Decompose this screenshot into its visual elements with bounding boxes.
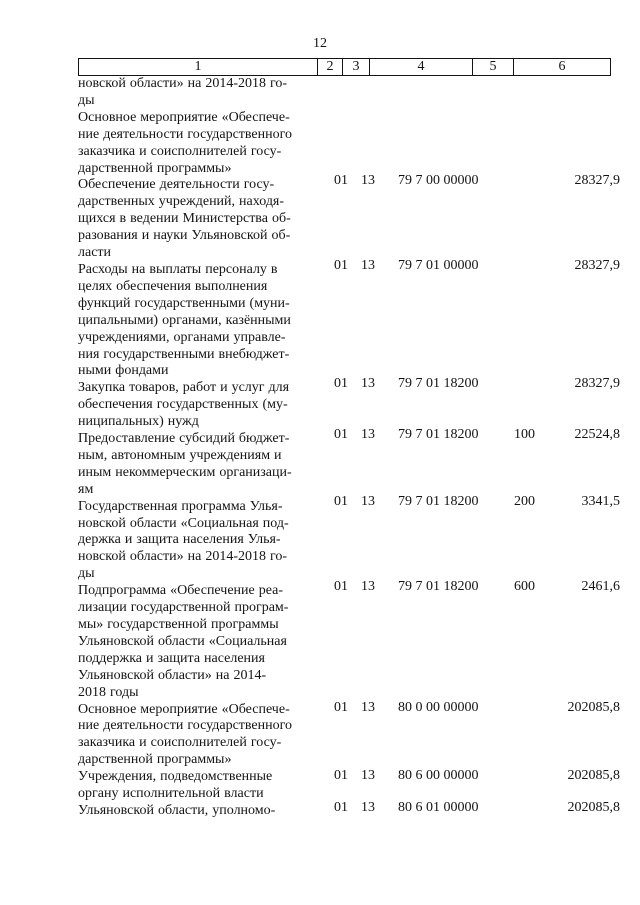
description-line: ласти (78, 245, 112, 261)
row-description (78, 177, 318, 262)
page-number: 12 (313, 36, 327, 51)
description-line: ды (78, 92, 95, 108)
subsection-code: 13 (361, 376, 375, 391)
subsection-code: 13 (361, 768, 375, 783)
section-code: 01 (334, 258, 348, 273)
description-line: целях обеспечения выполнения (78, 278, 268, 294)
expense-type-code: 600 (514, 579, 535, 594)
section-code: 01 (334, 700, 348, 715)
row-description (78, 76, 318, 110)
table-row (78, 583, 608, 701)
table-row (78, 177, 608, 262)
description-line: ние деятельности государственного (78, 126, 293, 142)
row-description (78, 583, 318, 701)
amount: 202085,8 (567, 700, 620, 715)
description-line: разования и науки Ульяновской об- (78, 228, 291, 244)
description-line: новской области «Социальная под- (78, 515, 289, 531)
subsection-code: 13 (361, 258, 375, 273)
table-row (78, 262, 608, 380)
description-line: Основное мероприятие «Обеспече- (78, 701, 290, 717)
description-line: Предоставление субсидий бюджет- (78, 431, 290, 447)
description-line: ципальными) органами, казёнными (78, 312, 291, 328)
amount: 22524,8 (574, 427, 620, 442)
row-description (78, 110, 318, 178)
target-article-code: 80 6 01 00000 (398, 800, 479, 815)
description-line: Учреждения, подведомственные (78, 769, 273, 785)
description-line: функций государственными (муни- (78, 295, 290, 311)
subsection-code: 13 (361, 579, 375, 594)
amount: 3341,5 (581, 494, 620, 509)
target-article-code: 79 7 00 00000 (398, 173, 479, 188)
column-header-row (78, 58, 611, 76)
table-row (78, 380, 608, 431)
description-line: заказчика и соисполнителей госу- (78, 143, 282, 159)
row-description (78, 702, 318, 770)
description-line: Ульяновской области» на 2014- (78, 667, 267, 683)
section-code: 01 (334, 768, 348, 783)
section-code: 01 (334, 579, 348, 594)
description-line: лизации государственной програм- (78, 600, 289, 616)
section-code: 01 (334, 376, 348, 391)
table-row (78, 431, 608, 499)
column-header-2: 2 (318, 59, 343, 76)
description-line: ния государственными внебюджет- (78, 346, 290, 362)
description-line: новской области» на 2014-2018 го- (78, 549, 288, 565)
row-description (78, 431, 318, 499)
section-code: 01 (334, 800, 348, 815)
budget-table-body (78, 76, 608, 820)
column-header-3: 3 (343, 59, 370, 76)
description-line: Расходы на выплаты персоналу в (78, 261, 278, 277)
target-article-code: 79 7 01 18200 (398, 376, 479, 391)
description-line: Обеспечение деятельности госу- (78, 177, 275, 193)
target-article-code: 80 6 00 00000 (398, 768, 479, 783)
description-line: ным, автономным учреждениям и (78, 447, 282, 463)
expense-type-code: 100 (514, 427, 535, 442)
column-header-5: 5 (473, 59, 514, 76)
expense-type-code: 200 (514, 494, 535, 509)
table-row (78, 76, 608, 110)
amount: 28327,9 (574, 376, 620, 391)
description-line: Ульяновской области, уполномо- (78, 802, 276, 818)
subsection-code: 13 (361, 700, 375, 715)
target-article-code: 79 7 01 00000 (398, 258, 479, 273)
description-line: дарственной программы» (78, 752, 232, 768)
section-code: 01 (334, 173, 348, 188)
subsection-code: 13 (361, 800, 375, 815)
amount: 202085,8 (567, 800, 620, 815)
description-line: 2018 годы (78, 684, 139, 700)
description-line: Ульяновской области «Социальная (78, 633, 287, 649)
description-line: дарственных учреждений, находя- (78, 194, 285, 210)
amount: 28327,9 (574, 173, 620, 188)
amount: 202085,8 (567, 768, 620, 783)
target-article-code: 79 7 01 18200 (398, 494, 479, 509)
amount: 28327,9 (574, 258, 620, 273)
description-line: ниципальных) нужд (78, 414, 199, 430)
description-line: ды (78, 566, 95, 582)
row-description (78, 499, 318, 584)
description-line: поддержка и защита населения (78, 650, 265, 666)
description-line: обеспечения государственных (му- (78, 397, 288, 413)
row-description (78, 380, 318, 431)
column-header-1: 1 (79, 59, 318, 76)
subsection-code: 13 (361, 427, 375, 442)
description-line: мы» государственной программы (78, 617, 279, 632)
row-description (78, 262, 318, 380)
table-row (78, 499, 608, 584)
column-header-4: 4 (370, 59, 473, 76)
section-code: 01 (334, 427, 348, 442)
description-line: Основное мероприятие «Обеспече- (78, 109, 290, 125)
amount: 2461,6 (581, 579, 620, 594)
description-line: ными фондами (78, 363, 169, 379)
row-description (78, 769, 318, 820)
description-line: учреждениями, органами управле- (78, 329, 286, 345)
description-line: заказчика и соисполнителей госу- (78, 735, 282, 751)
subsection-code: 13 (361, 494, 375, 509)
column-header-6: 6 (514, 59, 611, 76)
description-line: щихся в ведении Министерства об- (78, 211, 291, 227)
table-row (78, 110, 608, 178)
target-article-code: 80 0 00 00000 (398, 700, 479, 715)
description-line: ние деятельности государственного (78, 718, 293, 734)
table-row (78, 702, 608, 770)
description-line: новской области» на 2014-2018 го- (78, 76, 288, 91)
subsection-code: 13 (361, 173, 375, 188)
description-line: Закупка товаров, работ и услуг для (78, 380, 290, 396)
description-line: органу исполнительной власти (78, 786, 264, 802)
description-line: дарственной программы» (78, 160, 232, 176)
description-line: Подпрограмма «Обеспечение реа- (78, 583, 284, 599)
section-code: 01 (334, 494, 348, 509)
description-line: ям (78, 481, 94, 497)
target-article-code: 79 7 01 18200 (398, 579, 479, 594)
description-line: иным некоммерческим организаци- (78, 464, 292, 480)
table-row (78, 769, 608, 820)
description-line: Государственная программа Улья- (78, 498, 283, 514)
target-article-code: 79 7 01 18200 (398, 427, 479, 442)
description-line: держка и защита населения Улья- (78, 532, 281, 548)
